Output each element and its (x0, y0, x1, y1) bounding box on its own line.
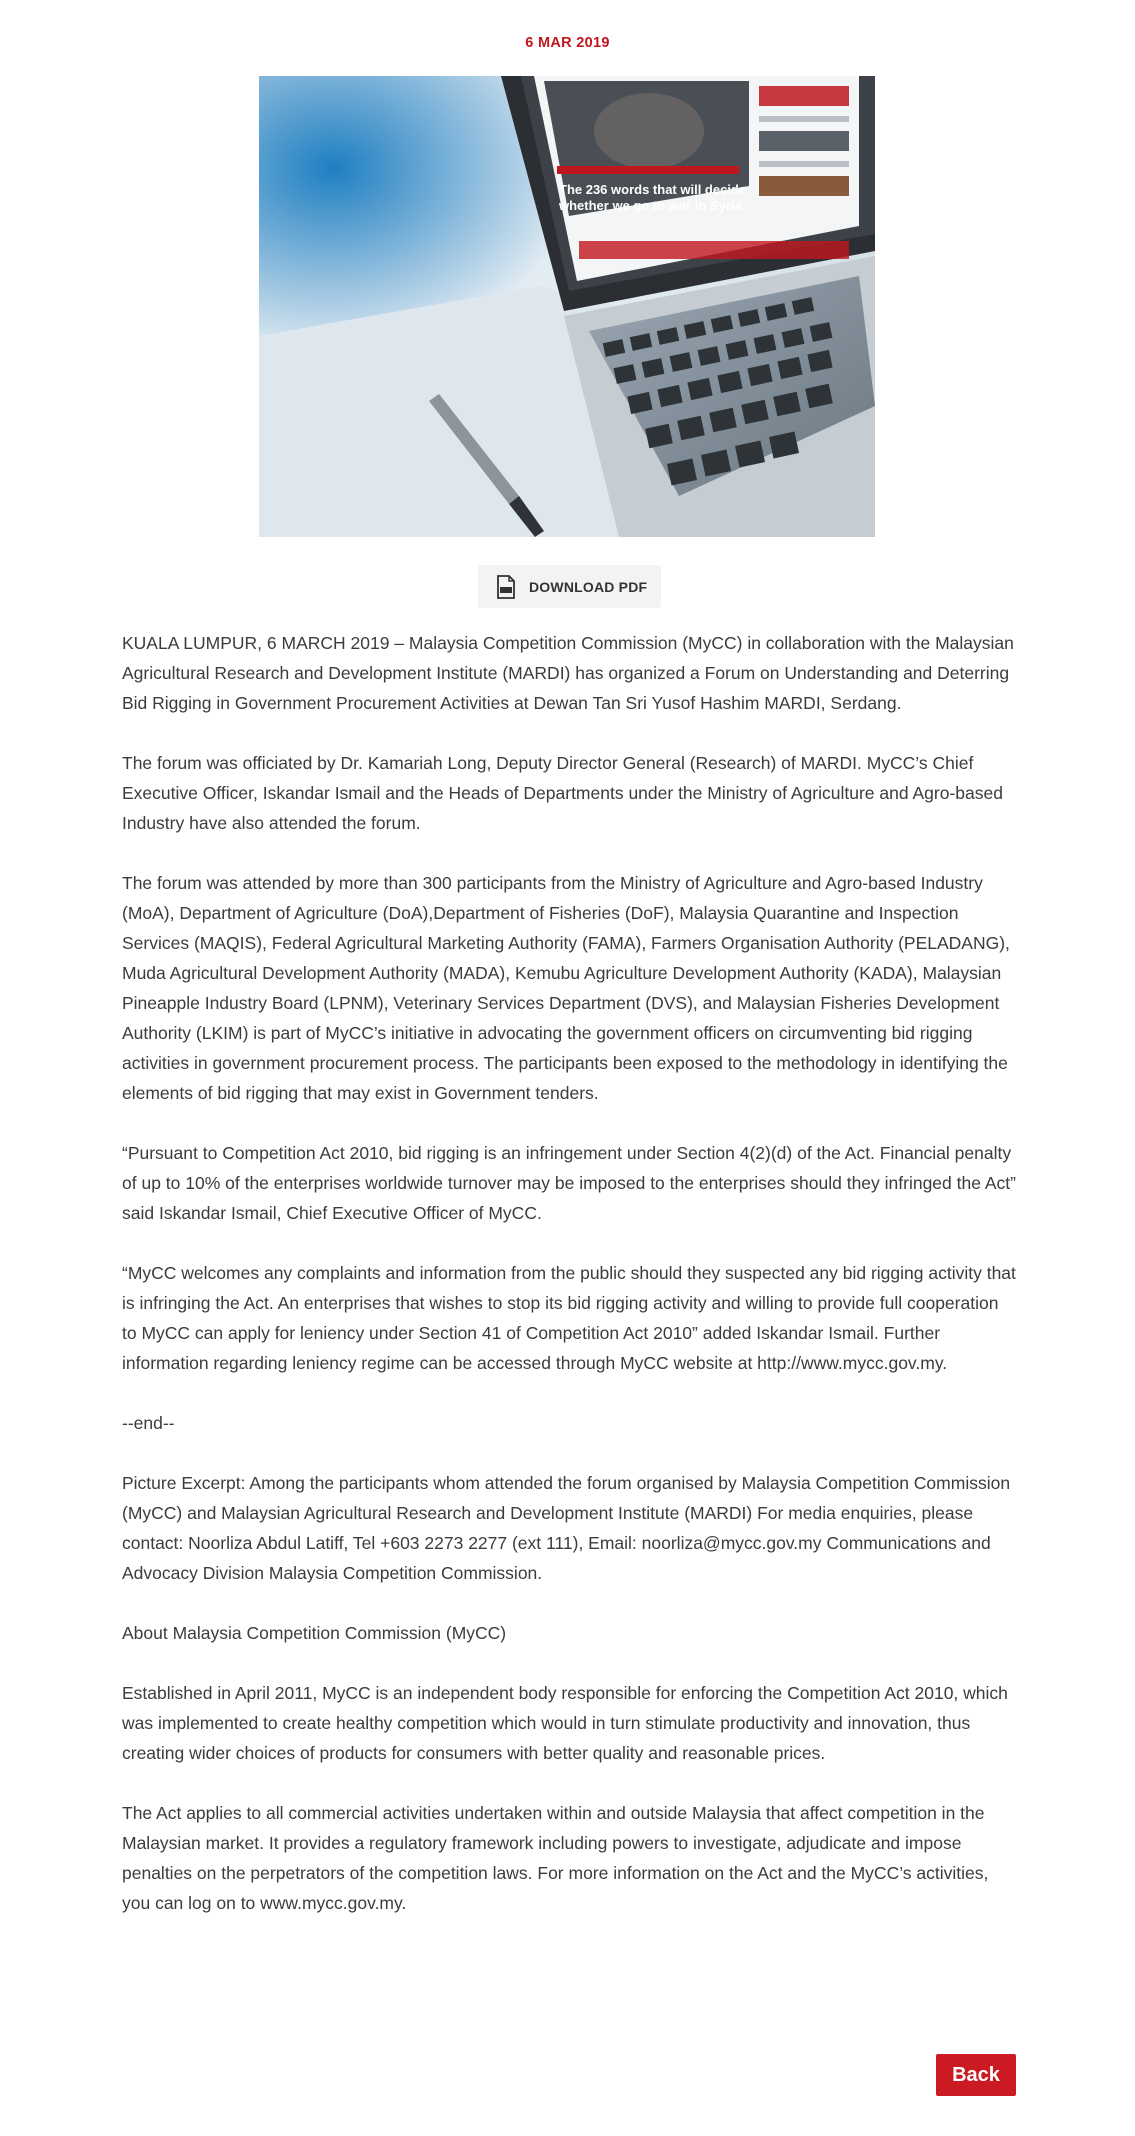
about-heading: About Malaysia Competition Commission (MyCC) (122, 1623, 507, 1643)
paragraph: “Pursuant to Competition Act 2010, bid rigging is an infringement under Section 4(2)(d) of the Act. Financial penalty of up to 10% of the enterprises worldwide turnover may be imposed to the enterprises should they infringed the Act” said Iskandar Ismail, Chief Executive Officer of MyCC. (122, 1143, 1016, 1223)
download-pdf-label: DOWNLOAD PDF (529, 578, 648, 595)
article-date: 6 MAR 2019 (525, 35, 610, 51)
article-body (122, 628, 1017, 1948)
paragraph: The forum was attended by more than 300 participants from the Ministry of Agriculture and Agro-based Industry (MoA), Department of Agriculture (DoA),Department of Fisheries (DoF), Malaysia Quarantine and Inspection Services (MAQIS), Federal Agricultural Marketing Authority (FAMA), Farmers Organisation Authority (PELADANG), Muda Agricultural Development Authority (MADA), Kemubu Agriculture Development Authority (KADA), Malaysian Pineapple Industry Board (LPNM), Veterinary Services Department (DVS), and Malaysian Fisheries Development Authority (LKIM) is part of MyCC’s initiative in advocating the government officers on circumventing bid rigging activities in government procurement process. The participants been exposed to the methodology in identifying the elements of bid rigging that may exist in Government tenders. (122, 873, 1010, 1103)
picture-excerpt: Picture Excerpt: Among the participants whom attended the forum organised by Malaysia Competition Commission (MyCC) and Malaysian Agricultural Research and Development Institute (MARDI) For media enquiries, please contact: Noorliza Abdul Latiff, Tel +603 2273 2277 (ext 111), Email: noorliza@mycc.gov.my Communications and Advocacy Division Malaysia Competition Commission. (122, 1473, 1011, 1583)
paragraph: Established in April 2011, MyCC is an independent body responsible for enforcing the Competition Act 2010, which was implemented to create healthy competition which would in turn stimulate productivity and innovation, thus creating wider choices of products for consumers with better quality and reasonable prices. (122, 1683, 1008, 1763)
paragraph: KUALA LUMPUR, 6 MARCH 2019 – Malaysia Competition Commission (MyCC) in collaboration with the Malaysian Agricultural Research and Development Institute (MARDI) has organized a Forum on Understanding and Deterring Bid Rigging in Government Procurement Activities at Dewan Tan Sri Yusof Hashim MARDI, Serdang. (122, 633, 1014, 713)
paragraph: “MyCC welcomes any complaints and information from the public should they suspected any bid rigging activity that is infringing the Act. An enterprises that wishes to stop its bid rigging activity and willing to provide full cooperation to MyCC can apply for leniency under Section 41 of Competition Act 2010” added Iskandar Ismail. Further information regarding leniency regime can be accessed through MyCC website at http://www.mycc.gov.my. (122, 1263, 1016, 1373)
svg-text:whether we go to war in Syria: whether we go to war in Syria (559, 198, 742, 213)
paragraph: The forum was officiated by Dr. Kamariah Long, Deputy Director General (Research) of MARDI. MyCC’s Chief Executive Officer, Iskandar Ismail and the Heads of Departments under the Ministry of Agriculture and Agro-based Industry have also attended the forum. (122, 753, 1003, 833)
svg-text:The 236 words that will decide: The 236 words that will decide (559, 182, 747, 197)
paragraph: The Act applies to all commercial activities undertaken within and outside Malaysia that affect competition in the Malaysian market. It provides a regulatory framework including powers to investigate, adjudicate and impose penalties on the perpetrators of the competition laws. For more information on the Act and the MyCC’s activities, you can log on to www.mycc.gov.my. (122, 1803, 989, 1913)
end-marker: --end-- (122, 1413, 175, 1433)
download-pdf-button[interactable] (478, 565, 661, 608)
back-button[interactable]: Back (936, 2054, 1016, 2096)
pdf-file-icon (496, 575, 516, 599)
article-hero-image (259, 76, 875, 537)
